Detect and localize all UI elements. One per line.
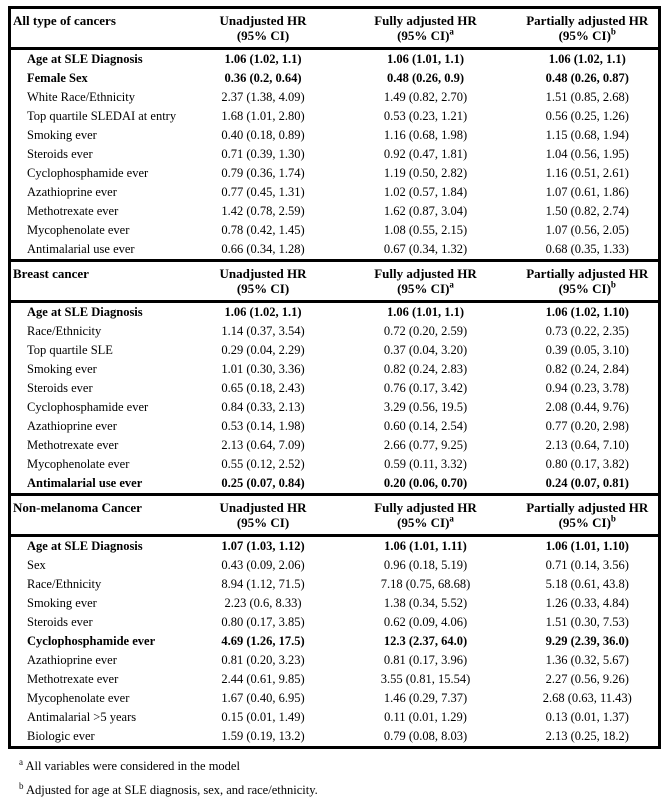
hr-value-cell: 0.71 (0.14, 3.56) [545,558,629,572]
hr-value-cell: 0.78 (0.42, 1.45) [221,223,305,237]
table-row [10,575,660,594]
column-header [335,495,517,536]
column-header-footnote-marker: a [449,513,454,524]
column-header-line2 [519,28,657,43]
row-label: Cyclophosphamide ever [27,634,156,648]
hr-value-cell: 0.81 (0.17, 3.96) [383,653,468,667]
hr-value-cell: 0.60 (0.14, 2.54) [383,419,468,433]
hr-value-cell: 1.16 (0.51, 2.61) [545,166,629,180]
footnote-a [19,756,653,774]
column-header-line2 [519,281,657,296]
hr-value-cell: 0.48 (0.26, 0.9) [386,71,465,85]
hr-value-cell: 1.67 (0.40, 6.95) [221,691,305,705]
column-header-line2 [337,28,515,43]
row-label: Antimalarial use ever [27,242,135,256]
hr-value-cell: 3.55 (0.81, 15.54) [380,672,471,686]
column-header [192,261,335,302]
hr-value-cell: 0.72 (0.20, 2.59) [383,324,468,338]
hr-value-cell: 0.66 (0.34, 1.28) [221,242,305,256]
hr-value-cell: 1.14 (0.37, 3.54) [221,324,305,338]
hr-value-cell: 2.68 (0.63, 11.43) [542,691,632,705]
hr-value-cell: 0.25 (0.07, 0.84) [221,476,305,490]
hr-value-cell: 0.55 (0.12, 2.52) [221,457,305,471]
hr-value-cell: 1.51 (0.30, 7.53) [545,615,629,629]
hr-value-cell: 0.24 (0.07, 0.81) [545,476,629,490]
table-row [10,436,660,455]
hr-value-cell: 4.69 (1.26, 17.5) [221,634,305,648]
hr-value-cell: 1.06 (1.01, 1.10) [545,539,629,553]
hr-value-cell: 0.67 (0.34, 1.32) [383,242,468,256]
column-header [517,261,660,302]
hr-value-cell: 0.96 (0.18, 5.19) [383,558,468,572]
column-header-line2 [519,515,657,530]
hr-value-cell: 1.08 (0.55, 2.15) [383,223,468,237]
table-row [10,689,660,708]
column-header-ci-text: (95% CI) [558,281,611,296]
row-label: Steroids ever [27,147,93,161]
row-label: Race/Ethnicity [27,577,102,591]
row-label: Top quartile SLEDAI at entry [27,109,177,123]
hr-value-cell: 2.13 (0.64, 7.10) [545,438,629,452]
column-header-line1: Unadjusted HR [219,266,307,281]
table-row [10,536,660,557]
row-label: Methotrexate ever [27,204,119,218]
section-title: Non-melanoma Cancer [10,495,192,536]
table-row [10,126,660,145]
row-label: Azathioprine ever [27,185,117,199]
table-row [10,556,660,575]
column-header [517,8,660,49]
row-label: Smoking ever [27,596,97,610]
row-label: White Race/Ethnicity [27,90,135,104]
table-row [10,145,660,164]
hr-value-cell: 0.48 (0.26, 0.87) [545,71,629,85]
column-header-line1: Partially adjusted HR [526,266,649,281]
section-title: All type of cancers [10,8,192,49]
hr-value-cell: 0.20 (0.06, 0.70) [383,476,468,490]
row-label: Mycophenolate ever [27,691,130,705]
hr-value-cell: 0.71 (0.39, 1.30) [221,147,305,161]
hr-value-cell: 1.06 (1.02, 1.1) [224,52,302,66]
hr-value-cell: 0.36 (0.2, 0.64) [224,71,302,85]
hr-value-cell: 1.06 (1.02, 1.10) [545,305,629,319]
hr-value-cell: 8.94 (1.12, 71.5) [221,577,305,591]
hr-value-cell: 1.02 (0.57, 1.84) [383,185,468,199]
table-row [10,398,660,417]
column-header-line1: Fully adjusted HR [374,13,477,28]
hr-value-cell: 1.07 (1.03, 1.12) [221,539,305,553]
row-label: Antimalarial use ever [27,476,143,490]
column-header [517,495,660,536]
column-header-footnote-marker: b [610,26,616,37]
table-row [10,632,660,651]
table-row [10,360,660,379]
hr-value-cell: 0.59 (0.11, 3.32) [384,457,467,471]
column-header-ci-text: (95% CI) [558,515,611,530]
hazard-ratio-table-body [10,8,660,748]
table-row [10,708,660,727]
hr-value-cell: 1.06 (1.01, 1.11) [384,539,467,553]
column-header-ci-text: (95% CI) [397,281,450,296]
table-row [10,727,660,748]
hr-value-cell: 2.66 (0.77, 9.25) [383,438,468,452]
section-header-row [10,261,660,302]
hr-value-cell: 0.65 (0.18, 2.43) [221,381,305,395]
hr-value-cell: 0.77 (0.20, 2.98) [545,419,629,433]
hr-value-cell: 0.56 (0.25, 1.26) [545,109,629,123]
hr-value-cell: 3.29 (0.56, 19.5) [383,400,468,414]
hr-value-cell: 0.43 (0.09, 2.06) [221,558,305,572]
hr-value-cell: 12.3 (2.37, 64.0) [383,634,468,648]
hr-value-cell: 2.08 (0.44, 9.76) [545,400,629,414]
hr-value-cell: 1.49 (0.82, 2.70) [383,90,468,104]
column-header-line2 [194,281,333,296]
hr-value-cell: 0.73 (0.22, 2.35) [545,324,629,338]
hr-value-cell: 0.40 (0.18, 0.89) [221,128,305,142]
footnote-b-marker: b [19,780,24,791]
hr-value-cell: 0.13 (0.01, 1.37) [545,710,629,724]
hr-value-cell: 0.68 (0.35, 1.33) [545,242,629,256]
footnotes [8,749,661,798]
hr-value-cell: 2.44 (0.61, 9.85) [221,672,305,686]
hr-value-cell: 1.19 (0.50, 2.82) [383,166,468,180]
row-label: Smoking ever [27,362,97,376]
hr-value-cell: 1.07 (0.61, 1.86) [545,185,629,199]
table-row [10,202,660,221]
section-header-row [10,495,660,536]
hr-value-cell: 2.13 (0.25, 18.2) [545,729,629,743]
hr-value-cell: 0.76 (0.17, 3.42) [383,381,468,395]
row-label: Biologic ever [27,729,95,743]
row-label: Steroids ever [27,381,93,395]
hr-value-cell: 1.38 (0.34, 5.52) [383,596,468,610]
table-row [10,183,660,202]
table-row [10,322,660,341]
hazard-ratio-table [8,6,661,749]
column-header-ci-text: (95% CI) [236,515,290,530]
hr-value-cell: 0.53 (0.23, 1.21) [383,109,468,123]
table-row [10,379,660,398]
row-label: Antimalarial >5 years [27,710,137,724]
hr-value-cell: 1.06 (1.02, 1.1) [224,305,302,319]
hr-value-cell: 2.27 (0.56, 9.26) [545,672,629,686]
row-label: Sex [27,558,46,572]
hr-value-cell: 0.82 (0.24, 2.84) [545,362,629,376]
hr-value-cell: 1.04 (0.56, 1.95) [545,147,629,161]
column-header-line2 [337,515,515,530]
hr-value-cell: 0.80 (0.17, 3.85) [221,615,305,629]
column-header-line2 [194,28,333,43]
hr-value-cell: 7.18 (0.75, 68.68) [380,577,471,591]
footnote-b [19,780,653,798]
hr-value-cell: 0.79 (0.36, 1.74) [221,166,305,180]
table-row [10,240,660,261]
row-label: Age at SLE Diagnosis [27,305,143,319]
column-header-line1: Unadjusted HR [219,13,307,28]
column-header [192,8,335,49]
table-row [10,455,660,474]
hr-value-cell: 1.26 (0.33, 4.84) [545,596,629,610]
column-header-footnote-marker: a [449,279,454,290]
row-label: Steroids ever [27,615,93,629]
hr-value-cell: 1.16 (0.68, 1.98) [383,128,468,142]
hr-value-cell: 1.62 (0.87, 3.04) [383,204,468,218]
footnote-b-text: Adjusted for age at SLE diagnosis, sex, and race/ethnicity. [25,783,318,797]
hr-value-cell: 0.80 (0.17, 3.82) [545,457,629,471]
hr-value-cell: 1.06 (1.01, 1.1) [386,305,465,319]
hr-value-cell: 2.13 (0.64, 7.09) [221,438,305,452]
hr-value-cell: 1.06 (1.01, 1.1) [386,52,465,66]
hr-value-cell: 5.18 (0.61, 43.8) [545,577,629,591]
hr-value-cell: 1.59 (0.19, 13.2) [221,729,305,743]
row-label: Cyclophosphamide ever [27,400,149,414]
column-header-line1: Partially adjusted HR [526,13,649,28]
table-row [10,107,660,126]
row-label: Smoking ever [27,128,97,142]
hr-value-cell: 1.36 (0.32, 5.67) [545,653,629,667]
row-label: Cyclophosphamide ever [27,166,149,180]
column-header-line1: Partially adjusted HR [526,500,649,515]
column-header-line2 [337,281,515,296]
column-header-line1: Unadjusted HR [219,500,307,515]
hr-value-cell: 0.29 (0.04, 2.29) [221,343,305,357]
footnote-a-marker: a [19,756,23,767]
table-row [10,613,660,632]
table-row [10,651,660,670]
table-row [10,69,660,88]
hr-value-cell: 1.46 (0.29, 7.37) [383,691,468,705]
column-header-ci-text: (95% CI) [236,281,290,296]
hr-value-cell: 0.39 (0.05, 3.10) [545,343,629,357]
section-header-row [10,8,660,49]
column-header-footnote-marker: a [449,26,454,37]
hr-value-cell: 1.50 (0.82, 2.74) [545,204,629,218]
table-row [10,417,660,436]
hr-value-cell: 1.15 (0.68, 1.94) [545,128,629,142]
table-row [10,474,660,495]
row-label: Methotrexate ever [27,438,119,452]
hr-value-cell: 0.81 (0.20, 3.23) [221,653,305,667]
hr-value-cell: 0.77 (0.45, 1.31) [221,185,305,199]
column-header-ci-text: (95% CI) [236,28,290,43]
hr-value-cell: 2.23 (0.6, 8.33) [224,596,302,610]
hr-value-cell: 0.15 (0.01, 1.49) [221,710,305,724]
row-label: Methotrexate ever [27,672,119,686]
hr-value-cell: 0.84 (0.33, 2.13) [221,400,305,414]
section-title: Breast cancer [10,261,192,302]
row-label: Age at SLE Diagnosis [27,539,143,553]
table-row [10,302,660,323]
column-header [335,8,517,49]
column-header-ci-text: (95% CI) [558,28,611,43]
column-header [335,261,517,302]
row-label: Female Sex [27,71,88,85]
row-label: Age at SLE Diagnosis [27,52,143,66]
column-header-ci-text: (95% CI) [397,28,450,43]
column-header-line1: Fully adjusted HR [374,266,477,281]
hr-value-cell: 0.53 (0.14, 1.98) [221,419,305,433]
hr-value-cell: 0.11 (0.01, 1.29) [384,710,467,724]
table-row [10,49,660,70]
row-label: Mycophenolate ever [27,457,130,471]
table-row [10,221,660,240]
table-row [10,670,660,689]
column-header-footnote-marker: b [610,279,616,290]
column-header-line2 [194,515,333,530]
hr-value-cell: 1.42 (0.78, 2.59) [221,204,305,218]
table-row [10,164,660,183]
hr-value-cell: 1.06 (1.02, 1.1) [548,52,626,66]
row-label: Azathioprine ever [27,653,117,667]
row-label: Top quartile SLE [27,343,113,357]
hr-value-cell: 0.82 (0.24, 2.83) [383,362,468,376]
row-label: Race/Ethnicity [27,324,102,338]
column-header-footnote-marker: b [610,513,616,524]
row-label: Azathioprine ever [27,419,117,433]
hr-value-cell: 0.94 (0.23, 3.78) [545,381,629,395]
hr-value-cell: 0.37 (0.04, 3.20) [383,343,468,357]
column-header-ci-text: (95% CI) [397,515,450,530]
table-row [10,88,660,107]
footnote-a-text: All variables were considered in the model [25,759,240,773]
hr-value-cell: 9.29 (2.39, 36.0) [545,634,629,648]
row-label: Mycophenolate ever [27,223,130,237]
hr-value-cell: 1.51 (0.85, 2.68) [545,90,629,104]
hr-value-cell: 1.07 (0.56, 2.05) [545,223,629,237]
hr-value-cell: 0.79 (0.08, 8.03) [383,729,468,743]
table-row [10,594,660,613]
hr-value-cell: 0.92 (0.47, 1.81) [383,147,468,161]
hr-value-cell: 1.01 (0.30, 3.36) [221,362,305,376]
column-header-line1: Fully adjusted HR [374,500,477,515]
table-row [10,341,660,360]
column-header [192,495,335,536]
hr-value-cell: 2.37 (1.38, 4.09) [221,90,305,104]
hr-value-cell: 0.62 (0.09, 4.06) [383,615,468,629]
hr-value-cell: 1.68 (1.01, 2.80) [221,109,305,123]
